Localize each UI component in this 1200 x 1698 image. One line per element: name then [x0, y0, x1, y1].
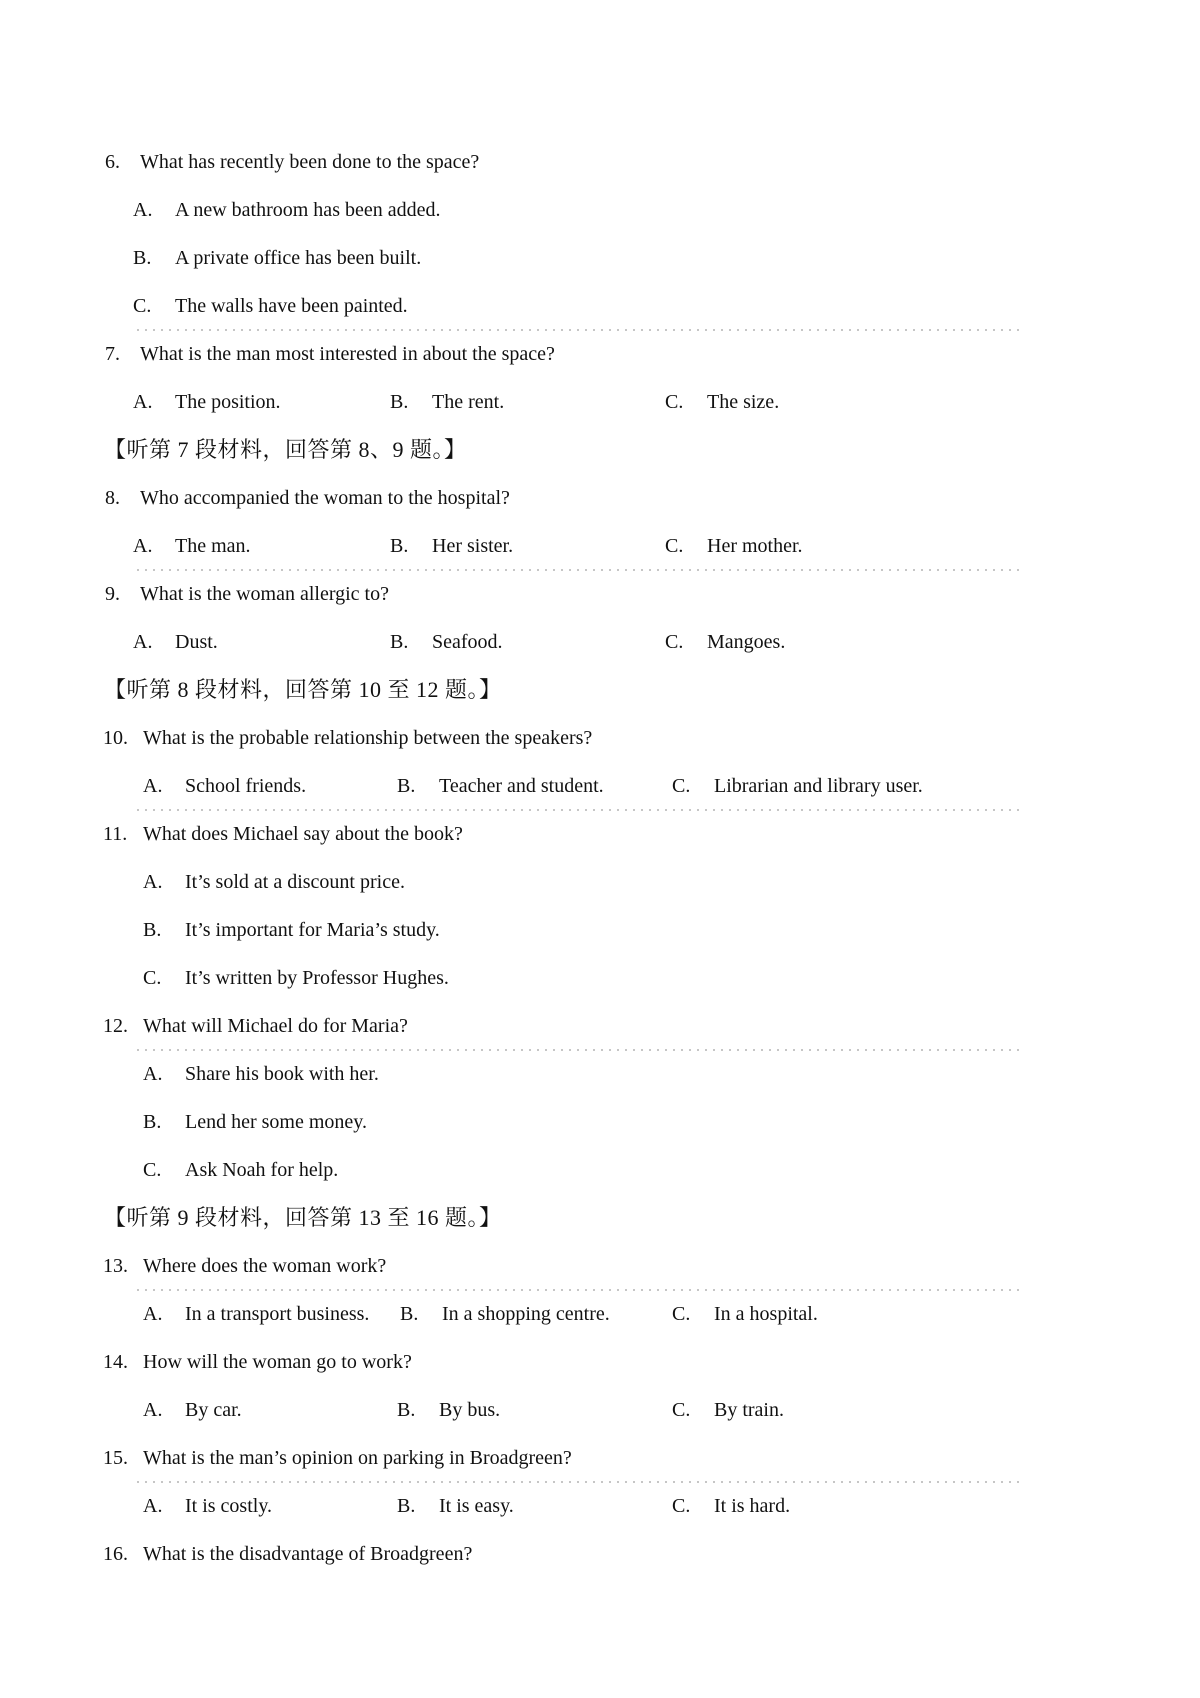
question-row	[0, 1530, 1200, 1578]
option-row	[0, 282, 1200, 330]
option-text: Share his book with her.	[185, 1063, 379, 1085]
question-text: How will the woman go to work?	[143, 1351, 412, 1373]
option-label: C.	[672, 1303, 691, 1325]
option-label: A.	[143, 1303, 163, 1325]
question-number: 15.	[103, 1447, 128, 1469]
option-label: B.	[397, 1399, 416, 1421]
question-number: 13.	[103, 1255, 128, 1277]
question-number: 6.	[105, 151, 120, 173]
option-label: A.	[143, 871, 163, 893]
section-header-text: 【听第 8 段材料，回答第 10 至 12 题。】	[104, 677, 502, 702]
options-row	[0, 522, 1200, 570]
option-text: Lend her some money.	[185, 1111, 367, 1133]
option-label: A.	[133, 391, 153, 413]
option-label: A.	[143, 1063, 163, 1085]
option-label: C.	[672, 775, 691, 797]
question-text: What will Michael do for Maria?	[143, 1015, 408, 1037]
option-text: It is costly.	[185, 1495, 273, 1517]
question-row	[0, 810, 1200, 858]
option-text: Her sister.	[432, 535, 514, 557]
options-row	[0, 1290, 1200, 1338]
option-text: By train.	[714, 1399, 784, 1421]
option-label: A.	[143, 1399, 163, 1421]
option-label: B.	[390, 535, 409, 557]
option-label: C.	[672, 1399, 691, 1421]
question-text: Who accompanied the woman to the hospital?	[140, 487, 510, 509]
question-number: 10.	[103, 727, 128, 749]
question-row	[0, 714, 1200, 762]
option-text: A private office has been built.	[175, 247, 422, 269]
option-label: B.	[390, 631, 409, 653]
question-text: What is the probable relationship between the speakers?	[143, 727, 593, 749]
section-header	[0, 666, 1200, 714]
option-label: A.	[133, 199, 153, 221]
option-row	[0, 1146, 1200, 1194]
option-text: Mangoes.	[707, 631, 786, 653]
option-text: A new bathroom has been added.	[175, 199, 441, 221]
question-row	[0, 1242, 1200, 1290]
option-text: In a hospital.	[714, 1303, 818, 1325]
option-label: B.	[397, 775, 416, 797]
options-row	[0, 762, 1200, 810]
question-row	[0, 570, 1200, 618]
question-text: What does Michael say about the book?	[143, 823, 463, 845]
question-row	[0, 474, 1200, 522]
option-text: Dust.	[175, 631, 218, 653]
option-text: The walls have been painted.	[175, 295, 408, 317]
question-row	[0, 1002, 1200, 1050]
question-text: What is the woman allergic to?	[140, 583, 389, 605]
option-row	[0, 186, 1200, 234]
section-header	[0, 1194, 1200, 1242]
option-text: It’s important for Maria’s study.	[185, 919, 440, 941]
question-number: 16.	[103, 1543, 128, 1565]
question-row	[0, 1338, 1200, 1386]
option-label: A.	[143, 1495, 163, 1517]
option-label: B.	[390, 391, 409, 413]
question-text: Where does the woman work?	[143, 1255, 387, 1277]
options-row	[0, 1386, 1200, 1434]
option-row	[0, 234, 1200, 282]
question-row	[0, 330, 1200, 378]
option-label: B.	[143, 919, 162, 941]
option-label: C.	[133, 295, 152, 317]
option-label: B.	[143, 1111, 162, 1133]
option-text: It’s sold at a discount price.	[185, 871, 405, 893]
question-text: What is the disadvantage of Broadgreen?	[143, 1543, 473, 1565]
question-number: 8.	[105, 487, 120, 509]
option-text: School friends.	[185, 775, 307, 797]
option-row	[0, 1098, 1200, 1146]
option-text: By car.	[185, 1399, 242, 1421]
options-row	[0, 618, 1200, 666]
option-label: C.	[665, 535, 684, 557]
question-text: What is the man’s opinion on parking in Broadgreen?	[143, 1447, 572, 1469]
option-text: It is hard.	[714, 1495, 791, 1517]
question-row	[0, 138, 1200, 186]
option-text: In a shopping centre.	[442, 1303, 610, 1325]
question-number: 9.	[105, 583, 120, 605]
question-text: What is the man most interested in about the space?	[140, 343, 555, 365]
option-row	[0, 858, 1200, 906]
option-label: C.	[143, 1159, 162, 1181]
question-number: 11.	[103, 823, 128, 845]
option-text: The man.	[175, 535, 251, 557]
option-row	[0, 906, 1200, 954]
option-text: By bus.	[439, 1399, 501, 1421]
option-text: Ask Noah for help.	[185, 1159, 339, 1181]
option-text: Her mother.	[707, 535, 803, 557]
option-text: It is easy.	[439, 1495, 514, 1517]
option-label: C.	[665, 391, 684, 413]
option-text: Teacher and student.	[439, 775, 604, 797]
option-label: C.	[143, 967, 162, 989]
question-number: 12.	[103, 1015, 128, 1037]
option-text: Seafood.	[432, 631, 503, 653]
option-label: C.	[672, 1495, 691, 1517]
option-label: A.	[143, 775, 163, 797]
question-number: 14.	[103, 1351, 128, 1373]
option-text: In a transport business.	[185, 1303, 370, 1325]
options-row	[0, 1482, 1200, 1530]
question-row	[0, 1434, 1200, 1482]
option-text: The size.	[707, 391, 780, 413]
options-row	[0, 378, 1200, 426]
option-label: A.	[133, 631, 153, 653]
question-number: 7.	[105, 343, 120, 365]
section-header-text: 【听第 7 段材料，回答第 8、9 题。】	[104, 437, 467, 462]
option-row	[0, 954, 1200, 1002]
section-header	[0, 426, 1200, 474]
option-text: The position.	[175, 391, 281, 413]
option-text: Librarian and library user.	[714, 775, 923, 797]
option-label: A.	[133, 535, 153, 557]
option-label: C.	[665, 631, 684, 653]
option-label: B.	[400, 1303, 419, 1325]
option-label: B.	[397, 1495, 416, 1517]
section-header-text: 【听第 9 段材料，回答第 13 至 16 题。】	[104, 1205, 502, 1230]
option-label: B.	[133, 247, 152, 269]
option-text: It’s written by Professor Hughes.	[185, 967, 449, 989]
option-text: The rent.	[432, 391, 505, 413]
option-row	[0, 1050, 1200, 1098]
question-text: What has recently been done to the space?	[140, 151, 480, 173]
